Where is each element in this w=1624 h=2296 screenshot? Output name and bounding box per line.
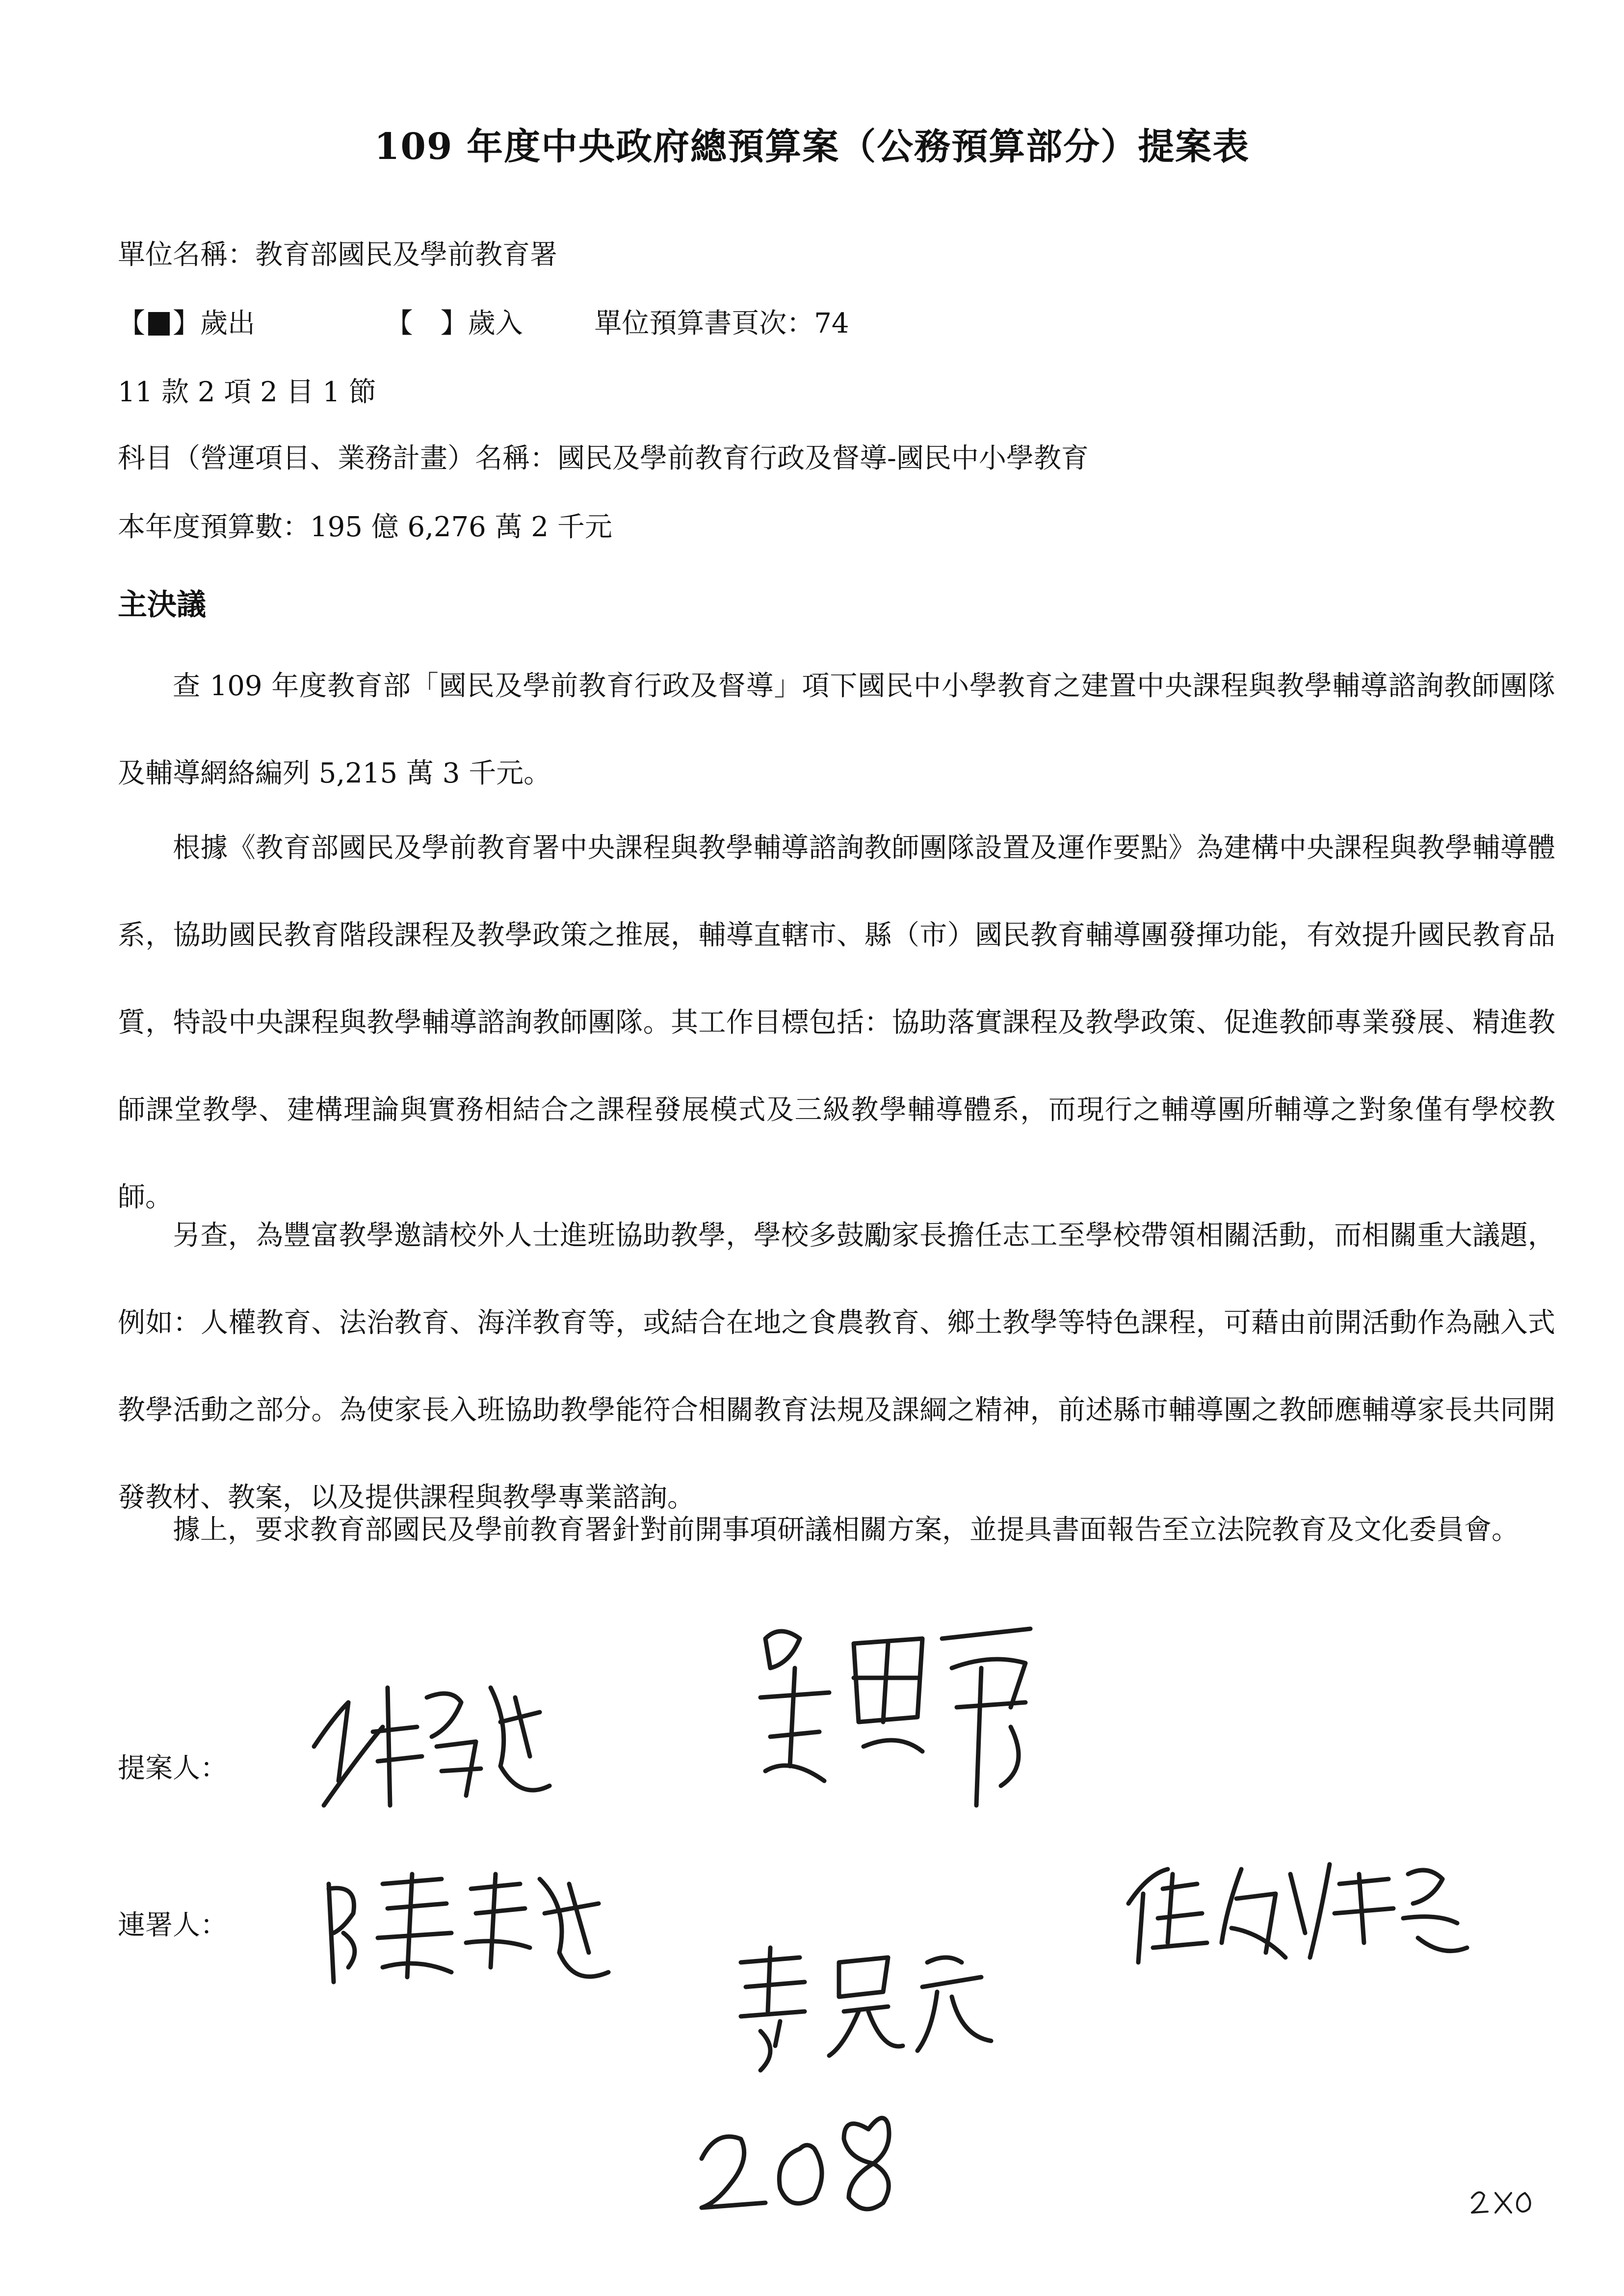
expense-close-bracket: 】 [173, 308, 200, 339]
signature-cosigner-2 [726, 1933, 1001, 2080]
signature-cosigner-3 [1114, 1845, 1477, 1972]
cosigner-label: 連署人： [118, 1909, 228, 1941]
budget-type-line [118, 304, 849, 343]
handwritten-page-number-208 [687, 2085, 913, 2227]
section-line: 11 款 2 項 2 目 1 節 [118, 376, 376, 408]
unit-name-line: 單位名稱：教育部國民及學前教育署 [118, 239, 557, 271]
signature-proposer-1 [304, 1658, 559, 1820]
revenue-brackets: 【 】 [385, 308, 468, 339]
proposer-label: 提案人： [118, 1752, 228, 1784]
resolution-heading: 主決議 [118, 588, 206, 622]
paragraph-2: 根據《教育部國民及學前教育署中央課程與教學輔導諮詢教師團隊設置及運作要點》為建構中央課程與教學輔導體系，協助國民教育階段課程及教學政策之推展，輔導直轄市、縣（市）國民教育輔導團發揮功能，有效提升國民教育品質，特設中央課程與教學輔導諮詢教師團隊。其工作目標包括：協助落實課程及教學政策、促進教師專業發展、精進教師課堂教學、建構理論與實務相結合之課程發展模式及三級教學輔導體系，而現行之輔導團所輔導之對象僅有學校教師。 [118, 832, 1555, 1213]
expense-label: 歲出 [200, 308, 255, 339]
signature-proposer-2 [736, 1609, 1050, 1830]
revenue-label: 歲入 [468, 308, 523, 339]
page-title: 109 年度中央政府總預算案（公務預算部分）提案表 [374, 126, 1250, 168]
expense-open-bracket: 【 [118, 308, 145, 339]
signature-cosigner-1 [314, 1854, 618, 2002]
budget-amount-line: 本年度預算數：195 億 6,276 萬 2 千元 [118, 511, 612, 543]
subject-line: 科目（營運項目、業務計畫）名稱：國民及學前教育行政及督導-國民中小學教育 [118, 443, 1089, 474]
handwritten-corner-mark [1467, 2178, 1541, 2222]
paragraph-4: 據上，要求教育部國民及學前教育署針對前開事項研議相關方案，並提具書面報告至立法院教育及文化委員會。 [173, 1514, 1519, 1546]
page-reference: 單位預算書頁次：74 [594, 308, 849, 339]
paragraph-3: 另查，為豐富教學邀請校外人士進班協助教學，學校多鼓勵家長擔任志工至學校帶領相關活動，而相關重大議題，例如：人權教育、法治教育、海洋教育等，或結合在地之食農教育、鄉土教學等特色課程，可藉由前開活動作為融入式教學活動之部分。為使家長入班協助教學能符合相關教育法規及課綱之精神，前述縣市輔導團之教師應輔導家長共同開發教材、教案，以及提供課程與教學專業諮詢。 [118, 1220, 1555, 1513]
paragraph-1: 查 109 年度教育部「國民及學前教育行政及督導」項下國民中小學教育之建置中央課程與教學輔導諮詢教師團隊及輔導網絡編列 5,215 萬 3 千元。 [118, 670, 1555, 789]
checked-box-icon [148, 312, 170, 336]
